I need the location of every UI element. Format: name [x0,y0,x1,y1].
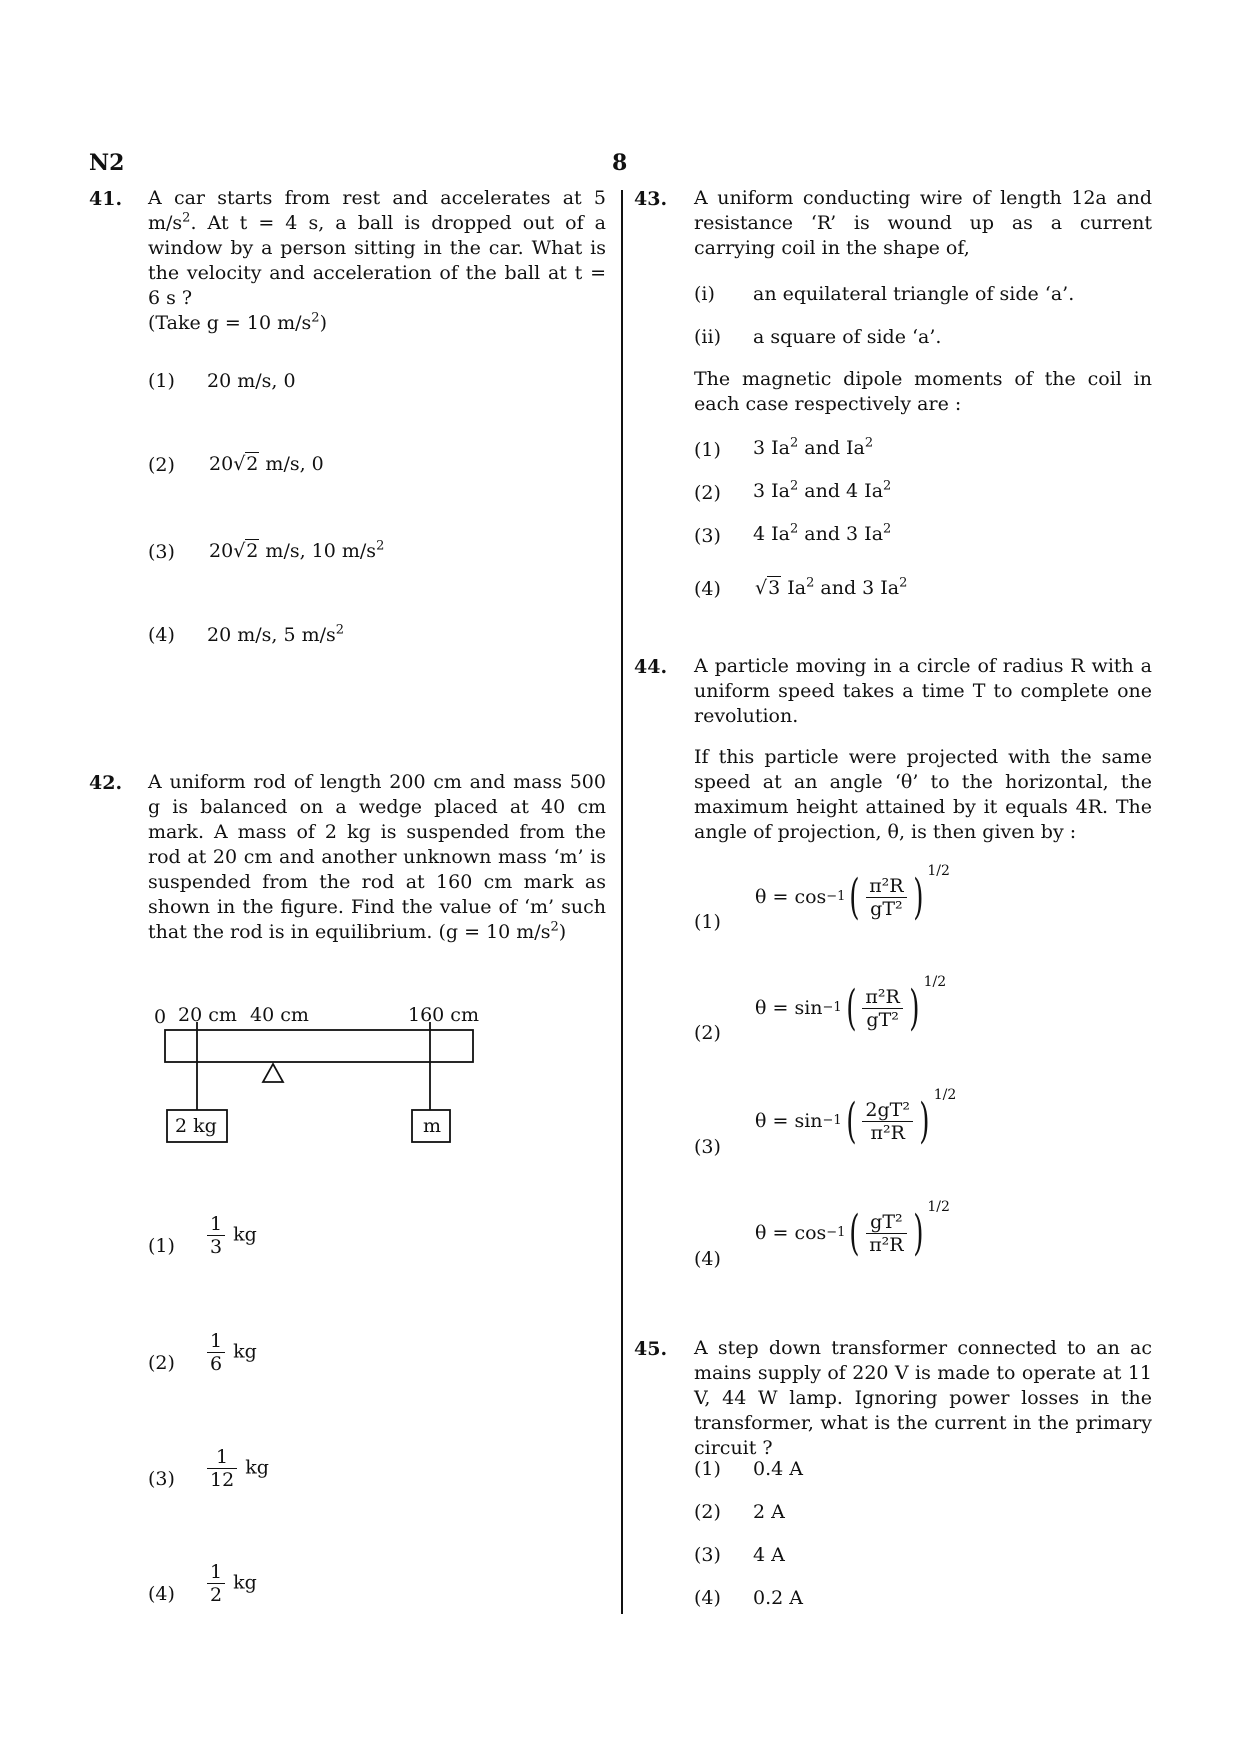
q41-option-3[interactable]: 20√2 m/s, 10 $m/s^2$ [209,538,385,562]
q42-option-4-number: (4) [148,1583,175,1605]
q43-option-1[interactable]: 3 Ia$^2$ and Ia$^2$ [753,435,874,459]
label-160cm: 160 cm [408,1004,479,1026]
q43-case-1: an equilateral triangle of side ‘a’. [753,283,1075,305]
q41-option-2[interactable]: 20√2 m/s, 0 [209,453,324,475]
q41-option-1-number: (1) [148,370,175,392]
question-41-stem: A car starts from rest and accelerates at 5 $m/s^2$. At t = 4 s, a ball is dropped out of a window by a person sitting in the car. What is the velocity and acceleration of the ball at t = 6 s ? (Take g = 10 $m/s^2$) [148,187,606,334]
q44-option-2-number: (2) [694,1022,721,1044]
question-42-number: 42. [89,772,123,794]
q42-option-4[interactable]: $\frac{1}{2}$ kg [205,1561,257,1606]
question-44-stem: A particle moving in a circle of radius R with a uniform speed takes a time T to complete one revolution. [694,655,1152,727]
q43-option-1-number: (1) [694,439,721,461]
lever-figure [140,1000,480,1150]
label-40cm: 40 cm [250,1004,309,1026]
rod [165,1030,473,1062]
question-43-stem: A uniform conducting wire of length 12a and resistance ‘R’ is wound up as a current carrying coil in the shape of, [694,187,1152,259]
q43-option-2[interactable]: 3 Ia$^2$ and 4 Ia$^2$ [753,478,892,502]
q44-option-3[interactable]: θ = sin −1 ( $\frac{\text{2gT²}}{\text{π²R}}$ ) 1/2 [755,1087,957,1149]
label-0: 0 [154,1006,167,1028]
question-43-number: 43. [634,188,668,210]
q43-case-2-number: (ii) [694,326,721,348]
question-41-number: 41. [89,188,123,210]
q41-option-4[interactable]: 20 m/s, 5 $m/s^2$ [207,622,345,646]
page-number: 8 [612,150,628,176]
label-20cm: 20 cm [178,1004,237,1026]
q41-option-1[interactable]: 20 m/s, 0 [207,370,296,392]
q42-option-3-number: (3) [148,1468,175,1490]
q45-option-3-number: (3) [694,1544,721,1566]
q44-option-1[interactable]: θ = cos −1 ( $\frac{\text{π²R}}{\text{gT²}}$ ) 1/2 [755,863,950,925]
q44-option-1-number: (1) [694,911,721,933]
mass-left-label: 2 kg [175,1115,217,1137]
wedge [263,1064,283,1082]
q43-option-3-number: (3) [694,525,721,547]
q44-option-3-number: (3) [694,1136,721,1158]
q42-option-1-number: (1) [148,1235,175,1257]
q43-option-2-number: (2) [694,482,721,504]
q45-option-2[interactable]: 2 A [753,1501,785,1523]
q41-option-4-number: (4) [148,624,175,646]
q42-option-2[interactable]: $\frac{1}{6}$ kg [205,1330,257,1375]
question-44-number: 44. [634,656,668,678]
question-43-question: The magnetic dipole moments of the coil in each case respectively are : [694,368,1152,415]
q43-case-1-number: (i) [694,283,715,305]
question-42-stem: A uniform rod of length 200 cm and mass 500 g is balanced on a wedge placed at 40 cm mark. A mass of 2 kg is suspended from the rod at 20 cm and another unknown mass ‘m’ is suspended from the rod at 160 cm mark as shown in the figure. Find the value of ‘m’ such that the rod is in equilibrium. (g = 10 $m/s^2$) [148,771,606,943]
q44-option-2[interactable]: θ = sin −1 ( $\frac{\text{π²R}}{\text{gT²}}$ ) 1/2 [755,974,947,1036]
question-45-number: 45. [634,1338,668,1360]
q44-option-4[interactable]: θ = cos −1 ( $\frac{\text{gT²}}{\text{π²R}}$ ) 1/2 [755,1199,950,1261]
q45-option-1-number: (1) [694,1458,721,1480]
q41-option-3-number: (3) [148,541,175,563]
q45-option-3[interactable]: 4 A [753,1544,785,1566]
question-45-stem: A step down transformer connected to an ac mains supply of 220 V is made to operate at 11 V, 44 W lamp. Ignoring power losses in the transformer, what is the current in the primary circuit ? [694,1337,1152,1459]
q41-option-2-number: (2) [148,454,175,476]
q45-option-2-number: (2) [694,1501,721,1523]
q45-option-1[interactable]: 0.4 A [753,1458,803,1480]
q45-option-4-number: (4) [694,1587,721,1609]
q43-option-4-number: (4) [694,578,721,600]
q43-option-3[interactable]: 4 Ia$^2$ and 3 Ia$^2$ [753,521,892,545]
q42-option-2-number: (2) [148,1352,175,1374]
q42-option-1[interactable]: $\frac{1}{3}$ kg [205,1213,257,1258]
question-44-stem-2: If this particle were projected with the same speed at an angle ‘θ’ to the horizontal, the maximum height attained by it equals 4R. The angle of projection, θ, is then given by : [694,746,1152,843]
q43-case-2: a square of side ‘a’. [753,326,942,348]
mass-right-label: m [423,1115,442,1137]
q44-option-4-number: (4) [694,1248,721,1270]
q45-option-4[interactable]: 0.2 A [753,1587,803,1609]
q43-option-4[interactable]: √3 Ia$^2$ and 3 Ia$^2$ [755,575,908,599]
paper-code: N2 [89,150,125,176]
column-divider [621,190,623,1614]
q42-option-3[interactable]: $\frac{1}{12}$ kg [205,1446,269,1491]
